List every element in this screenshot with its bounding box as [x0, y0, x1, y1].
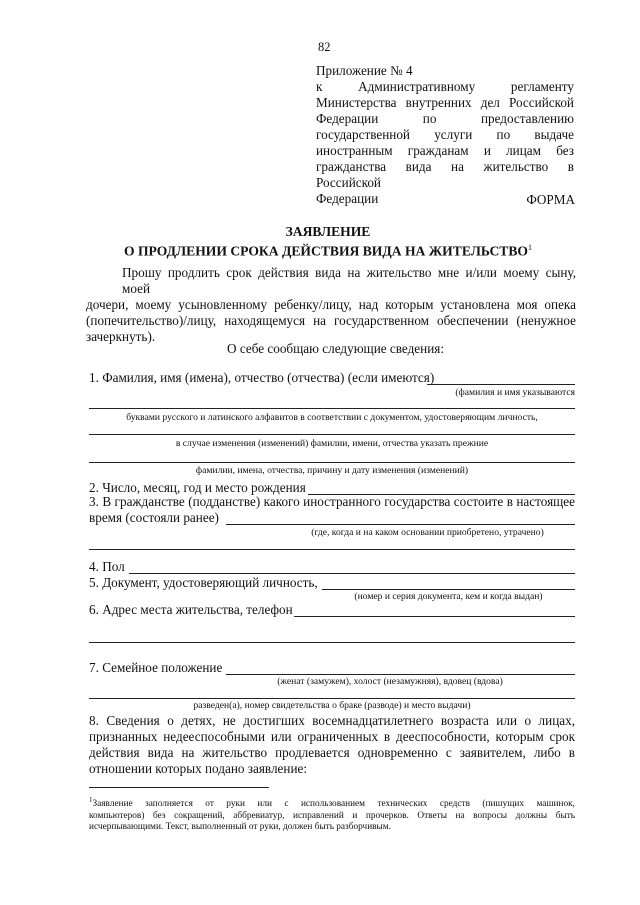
- fill-line: [89, 434, 575, 435]
- fill-line: [89, 408, 575, 409]
- appendix-line: Федерации: [316, 191, 379, 206]
- children-line: 8. Сведения о детях, не достигших восемнадцатилетнего возраста или о лицах,: [89, 713, 575, 728]
- fill-line: [226, 524, 575, 525]
- footnote: [89, 795, 575, 834]
- footnote-mark: 1: [89, 796, 93, 804]
- appendix-line: к Административному регламенту: [316, 79, 574, 94]
- item-citizenship-label-2: время (состояли ранее): [89, 510, 219, 525]
- footnote-text: Заявление заполняется от руки или с использованием технических средств (пишущих машинок,: [92, 799, 575, 810]
- footnote-line: компьютеров) без сокращений, аббревиатур, исправлений и прочерков. Ответы на вопросы должны быть: [89, 810, 575, 821]
- item-marital-label: 7. Семейное положение: [89, 660, 223, 675]
- name-hint: буквами русского и латинского алфавитов в соответствии с документом, удостоверяющим личность,: [126, 412, 538, 423]
- item-children-paragraph: [89, 713, 575, 777]
- appendix-line: иностранным гражданам и лицам без: [316, 143, 574, 158]
- appendix-line: государственной услуги по выдаче: [316, 127, 574, 142]
- document-hint: (номер и серия документа, кем и когда выдан): [354, 591, 543, 602]
- appendix-line: Министерства внутренних дел Российской: [316, 95, 574, 110]
- intro-line: зачеркнуть).: [86, 329, 156, 344]
- footnote-line: исчерпывающими. Текст, выполненный от руки, должен быть разборчивым.: [89, 822, 392, 833]
- fill-line: [89, 549, 575, 550]
- form-label: ФОРМА: [526, 192, 575, 207]
- fill-line: [89, 462, 575, 463]
- fill-line: [322, 589, 575, 590]
- fill-line: [89, 698, 575, 699]
- intro-paragraph: [86, 265, 576, 345]
- name-hint: в случае изменения (изменений) фамилии, имени, отчества указать прежние: [175, 438, 489, 449]
- item-address-label: 6. Адрес места жительства, телефон: [89, 602, 293, 617]
- appendix-title: Приложение № 4: [316, 63, 413, 78]
- marital-hint: (женат (замужем), холост (незамужняя), вдовец (вдова): [277, 676, 503, 687]
- intro-line: (попечительство)/лицу, находящемуся на государственном обеспечении (ненужное: [86, 313, 576, 328]
- appendix-line: Федерации по предоставлению: [316, 111, 574, 126]
- footnote-reference: 1: [528, 243, 533, 252]
- fill-line: [226, 674, 575, 675]
- appendix-block: [316, 79, 574, 207]
- children-line: признанных недееспособными или ограниченных в дееспособности, которым срок: [89, 729, 575, 744]
- fill-line: [129, 573, 575, 574]
- intro-line: Прошу продлить срок действия вида на жительство мне и/или моему сыну, моей: [122, 265, 576, 296]
- intro-line: дочери, моему усыновленному ребенку/лицу, над которым установлена моя опека: [86, 297, 576, 312]
- item-document-label: 5. Документ, удостоверяющий личность,: [89, 575, 318, 590]
- name-hint: фамилии, имена, отчества, причину и дату изменения (изменений): [195, 465, 469, 476]
- document-subtitle: [80, 240, 576, 260]
- appendix-line: гражданства вида на жительство в Российской: [316, 159, 574, 190]
- fill-line: [427, 384, 575, 385]
- item-name-label: 1. Фамилия, имя (имена), отчество (отчества) (если имеются): [89, 370, 435, 385]
- children-line: действия вида на жительство продлевается одновременно с заявителем, либо в: [89, 745, 575, 760]
- footnote-separator: [89, 787, 269, 788]
- document-subtitle-text: О ПРОДЛЕНИИ СРОКА ДЕЙСТВИЯ ВИДА НА ЖИТЕЛЬСТВО: [123, 243, 529, 259]
- page-number: 82: [318, 40, 331, 54]
- fill-line: [294, 616, 575, 617]
- document-title: ЗАЯВЛЕНИЕ: [285, 224, 371, 239]
- name-hint: (фамилия и имя указываются: [455, 387, 575, 398]
- item-sex-label: 4. Пол: [89, 559, 125, 574]
- item-birth-label: 2. Число, месяц, год и место рождения: [89, 480, 306, 495]
- citizenship-hint: (где, когда и на каком основании приобретено, утрачено): [311, 527, 544, 538]
- fill-line: [89, 642, 575, 643]
- marital-hint: разведен(а), номер свидетельства о браке (разводе) и место выдачи): [193, 700, 471, 711]
- self-info-heading: О себе сообщаю следующие сведения:: [227, 341, 445, 356]
- footnote-line: [89, 795, 575, 811]
- item-citizenship-label: 3. В гражданстве (подданстве) какого иностранного государства состоите в настоящее: [89, 494, 575, 509]
- children-line: отношении которых подано заявление:: [89, 761, 308, 776]
